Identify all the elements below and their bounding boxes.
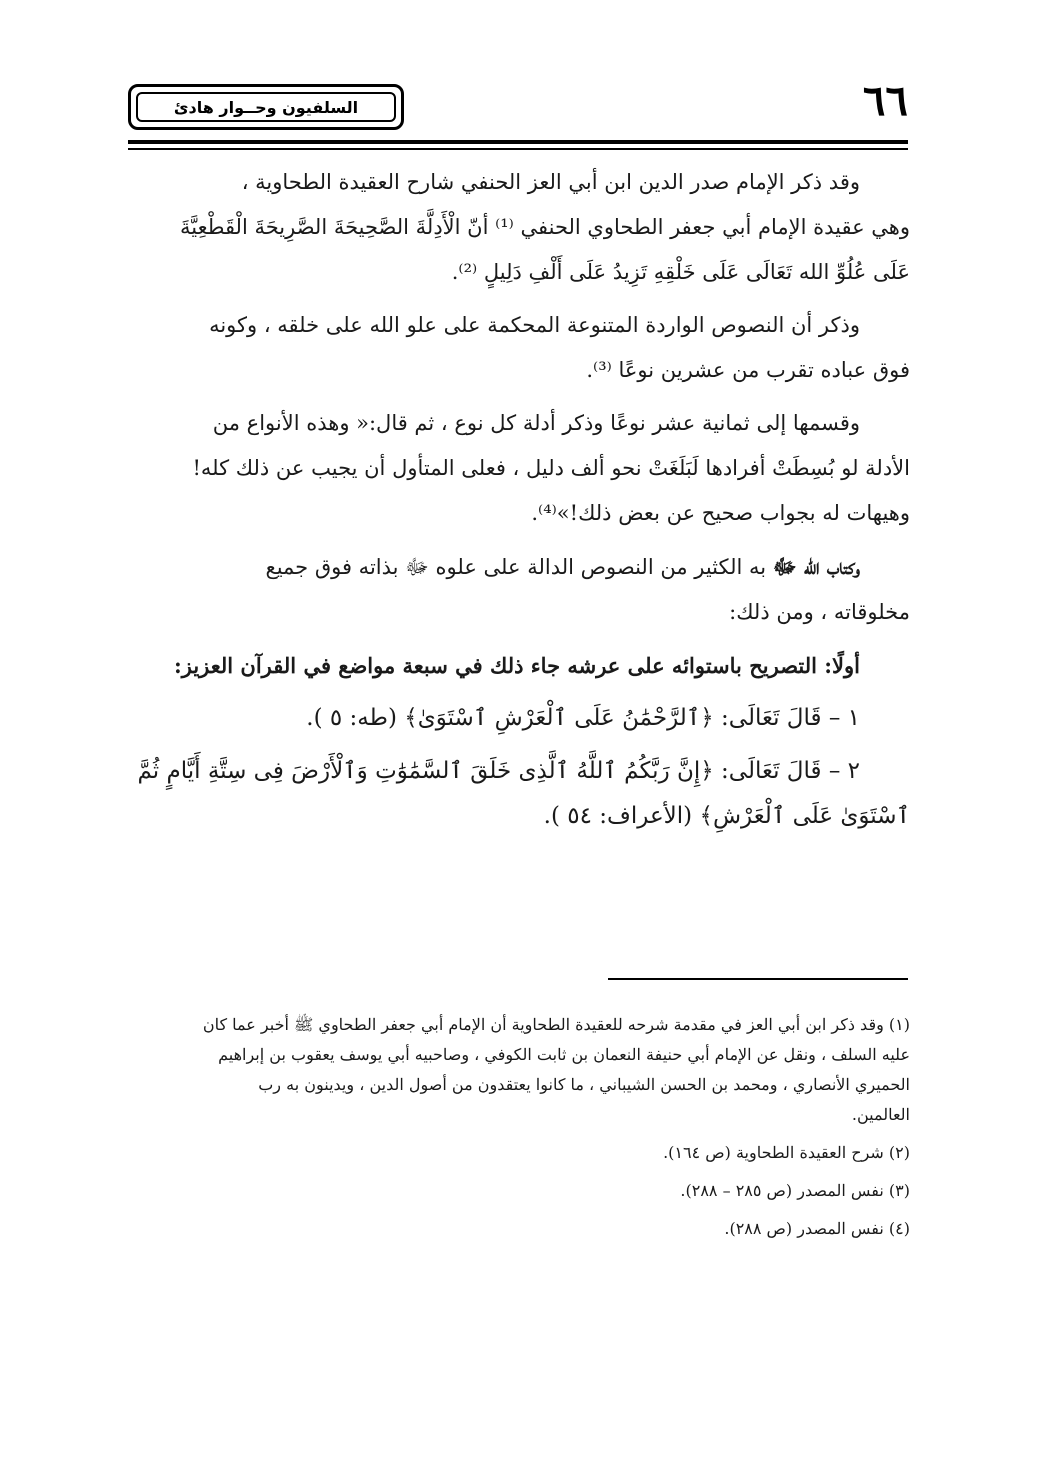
verse-1 bbox=[130, 696, 910, 741]
p1-line1: وقد ذكر الإمام صدر الدين ابن أبي العز الحنفي شارح العقيدة الطحاوية ، bbox=[241, 170, 860, 194]
paragraph-3 bbox=[130, 401, 910, 536]
verse2-line2: ٱسْتَوَىٰ عَلَى ٱلْعَرْشِ﴾ (الأعراف: ٥٤ ). bbox=[543, 803, 910, 829]
fn1-line4: العالمين. bbox=[851, 1105, 910, 1124]
running-title-frame bbox=[128, 84, 404, 130]
footnotes bbox=[130, 1010, 910, 1252]
footnote-3: (٣) نفس المصدر (ص ٢٨٥ – ٢٨٨). bbox=[680, 1181, 910, 1200]
p4-line1: به الكثير من النصوص الدالة على علوه ﷻ بذاته فوق جميع bbox=[265, 555, 767, 579]
footnote-2: (٢) شرح العقيدة الطحاوية (ص ١٦٤). bbox=[663, 1143, 910, 1162]
p3-line3: وهيهات له بجواب صحيح عن بعض ذلك!»⁽⁴⁾. bbox=[531, 501, 910, 525]
header-rule-thick bbox=[128, 140, 908, 144]
header-rule-thin bbox=[128, 148, 908, 150]
p1-line3: عَلَى عُلُوِّ الله تَعَالَى عَلَى خَلْقِهِ تَزِيدُ عَلَى أَلْفِ دَلِيلٍ ⁽²⁾. bbox=[451, 260, 910, 284]
main-text bbox=[130, 160, 910, 847]
footnote-separator bbox=[608, 978, 908, 980]
fn1-line1: (١) وقد ذكر ابن أبي العز في مقدمة شرحه للعقيدة الطحاوية أن الإمام أبي جعفر الطحاوي ﷺ أخبر عما كان bbox=[202, 1015, 910, 1034]
running-title: السلفيون وحــوار هادئ bbox=[136, 92, 396, 122]
p3-line1: وقسمها إلى ثمانية عشر نوعًا وذكر أدلة كل نوع ، ثم قال:« وهذه الأنواع من bbox=[212, 411, 860, 435]
p2-line2: فوق عباده تقرب من عشرين نوعًا ⁽³⁾. bbox=[586, 358, 910, 382]
footnote-4: (٤) نفس المصدر (ص ٢٨٨). bbox=[724, 1219, 910, 1238]
paragraph-4 bbox=[130, 544, 910, 635]
fn1-line2: عليه السلف ، ونقل عن الإمام أبي حنيفة النعمان بن ثابت الكوفي ، وصاحبيه أبي يوسف يعقوب بن إبراهيم bbox=[218, 1045, 910, 1064]
fn1-line3: الحميري الأنصاري ، ومحمد بن الحسن الشيباني ، ما كانوا يعتقدون من أصول الدين ، ويدينون به رب bbox=[258, 1075, 910, 1094]
page-number: ٦٦ bbox=[862, 76, 908, 125]
p4-bold-lead: وكتاب الله ﷻ bbox=[772, 554, 860, 579]
heading-text: أولًا: التصريح باستوائه على عرشه جاء ذلك في سبعة مواضع في القرآن العزيز: bbox=[173, 653, 860, 678]
p2-line1: وذكر أن النصوص الواردة المتنوعة المحكمة على علو الله على خلقه ، وكونه bbox=[209, 313, 860, 337]
verse-2 bbox=[130, 749, 910, 839]
paragraph-1 bbox=[130, 160, 910, 295]
p3-line2: الأدلة لو بُسِطَتْ أفرادها لَبَلَغَتْ نحو ألف دليل ، فعلى المتأول أن يجيب عن ذلك كله! bbox=[192, 456, 910, 480]
verse1-text: ١ – قَالَ تَعَالَى: ﴿ٱلرَّحْمَٰنُ عَلَى ٱلْعَرْشِ ٱسْتَوَىٰ﴾ (طه: ٥ ). bbox=[306, 705, 860, 731]
p4-line2: مخلوقاته ، ومن ذلك: bbox=[729, 600, 910, 624]
verse2-line1: ٢ – قَالَ تَعَالَى: ﴿إِنَّ رَبَّكُمُ ٱللَّهُ ٱلَّذِى خَلَقَ ٱلسَّمَٰوَٰتِ وَٱلْأَرْضَ فِى سِتَّةِ أَيَّامٍ ثُمَّ bbox=[137, 758, 860, 784]
footnote-1 bbox=[130, 1010, 910, 1130]
p1-line2: وهي عقيدة الإمام أبي جعفر الطحاوي الحنفي ⁽¹⁾ أنّ الْأَدِلَّةَ الصَّحِيحَةَ الصَّرِيحَةَ الْقَطْعِيَّةَ bbox=[179, 215, 910, 239]
paragraph-2 bbox=[130, 303, 910, 393]
section-heading bbox=[130, 643, 910, 688]
